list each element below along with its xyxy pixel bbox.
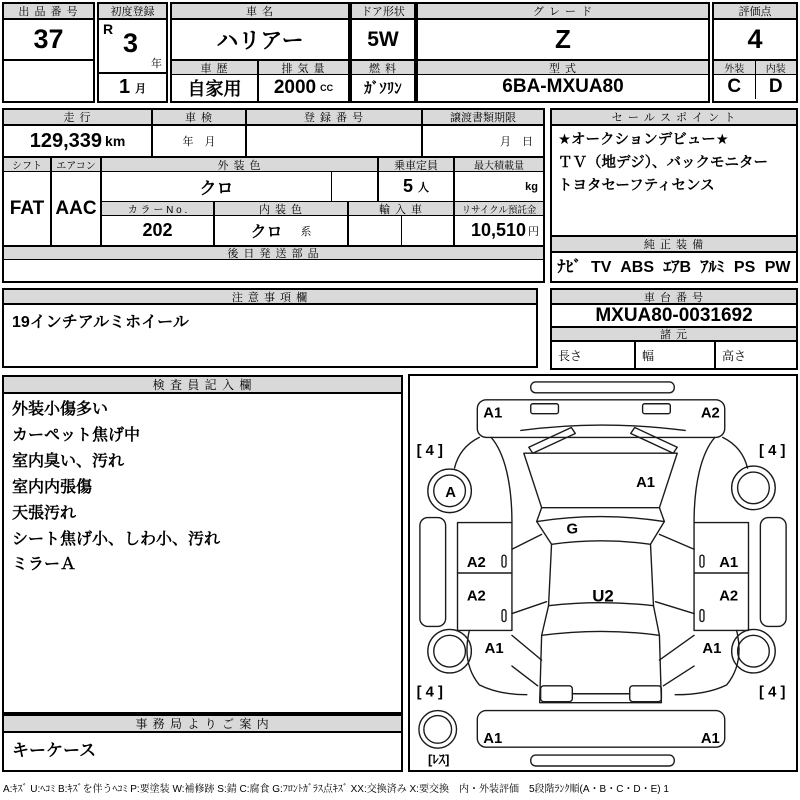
marker-left-front-door: A2 (466, 555, 486, 572)
grade-value: Z (418, 20, 708, 61)
inspector-content (4, 394, 401, 581)
caution-value: 19インチアルミホイール (12, 314, 189, 331)
office-block (2, 714, 403, 772)
max-load-value: kg (455, 172, 543, 202)
score-block (712, 2, 798, 103)
marker-right-rear-door: A2 (719, 588, 739, 605)
sales-point-label: セ ー ル ス ポ イ ン ト (552, 110, 796, 126)
lot-label: 出 品 番 号 (4, 4, 93, 20)
ext-color-label: 外 装 色 (102, 158, 379, 172)
fuel-label: 燃 料 (352, 61, 414, 75)
first-reg-label: 初度登録 (99, 4, 166, 20)
int-color-suffix: 系 (300, 225, 312, 238)
rear-window (542, 606, 660, 636)
marker-windshield: A1 (636, 474, 656, 491)
capacity-number: 5 (402, 176, 413, 196)
legend-text: A:ｷｽﾞ U:ﾍｺﾐ B:ｷｽﾞを伴うﾍｺﾐ P:要塗装 W:補修跡 S:錆 C:腐食 G:ﾌﾛﾝﾄｶﾞﾗｽ点ｷｽﾞ XX:交換済み X:要交換 内・外装評価 5段階ﾗﾝｸ順(A・B・C・D・E) 1 (3, 784, 669, 795)
rocker-right (760, 518, 786, 627)
history-value: 自家用 (187, 79, 242, 99)
left-front-door-handle (502, 555, 506, 567)
wiper-right (631, 428, 678, 454)
displacement-unit: CC (320, 83, 334, 93)
door-value: 5W (352, 20, 414, 61)
inspection-value: 年 月 (153, 126, 247, 158)
color-no-label: カ ラ ー N o . (102, 202, 215, 216)
history-col (172, 61, 259, 101)
month-unit: 月 (135, 82, 147, 95)
int-color-name: クロ (250, 224, 283, 241)
import-cell-1 (349, 216, 402, 245)
height-label: 高さ (722, 348, 747, 363)
displacement-label: 排 気 量 (259, 61, 348, 75)
marker-front-left-tire: A (445, 484, 456, 501)
year-unit: 年 (151, 58, 162, 70)
tread-depth-front-left: [ 4 ] (416, 443, 443, 460)
rear-bumper (477, 711, 724, 748)
marker-right-front-door: A1 (719, 555, 739, 572)
cowl (537, 508, 665, 522)
wiper-left (529, 428, 576, 454)
left-door-panels (458, 523, 512, 631)
specs-label: 諸 元 (552, 328, 796, 342)
marker-left-rear-door: A2 (466, 588, 486, 605)
sales-point-content (552, 126, 796, 237)
marker-left-rear-quarter: A1 (484, 641, 504, 658)
hood-edge (521, 425, 685, 430)
rear-right-tire (732, 629, 776, 673)
inspector-line: シート焦げ小、しわ小、汚れ (12, 530, 221, 548)
inspector-line: 天張汚れ (12, 504, 77, 522)
first-reg-month-cell (99, 74, 166, 101)
exterior-grade: C (714, 75, 756, 99)
reg-month: 1 (118, 76, 131, 98)
caution-block (2, 288, 538, 368)
fuel-value: ｶﾞｿﾘﾝ (364, 79, 402, 97)
reg-year: 3 (123, 28, 139, 58)
mileage-number: 129,339 (29, 129, 103, 152)
capacity-label: 乗車定員 (379, 158, 455, 172)
tail-light-left (541, 686, 573, 702)
mileage-value (4, 126, 153, 158)
left-sill-lines (512, 534, 547, 613)
score-label: 評価点 (714, 4, 796, 20)
displacement-value (259, 75, 348, 101)
car-name-block (170, 2, 350, 103)
details-table (2, 108, 545, 283)
aircon-label: エアコン (52, 158, 102, 172)
inspection-label: 車 検 (153, 110, 247, 126)
marker-spare-tire: [ﾚｽ] (427, 752, 450, 768)
recycle-amount: 10,510 (470, 220, 526, 240)
sales-point-line: ★オークションデビュー★ (558, 132, 729, 148)
aircon-value: AAC (52, 172, 102, 245)
tail-light-right (630, 686, 662, 702)
model-code-value: 6BA-MXUA80 (502, 76, 624, 97)
spare-tire (419, 711, 457, 749)
displacement-col (259, 61, 348, 101)
recycle-unit: 円 (528, 225, 539, 238)
import-cell-2 (402, 216, 455, 245)
inspector-block (2, 375, 403, 714)
int-color-label: 内 装 色 (215, 202, 349, 216)
interior-grade: D (768, 76, 783, 97)
marker-roof: U2 (592, 586, 614, 606)
chassis-number: MXUA80-0031692 (552, 305, 796, 328)
interior-label: 内装 (756, 61, 797, 75)
left-front-fender (455, 437, 512, 522)
right-rear-quarter (659, 630, 739, 694)
grade-block (416, 2, 710, 103)
left-rear-quarter (467, 630, 542, 694)
inspector-line: 外装小傷多い (12, 401, 109, 418)
chassis-label: 車 台 番 号 (552, 290, 796, 305)
door-block (350, 2, 416, 103)
rocker-left (420, 518, 446, 627)
later-parts-label: 後 日 発 送 部 品 (4, 245, 543, 260)
right-rear-door-handle (700, 610, 704, 622)
car-outline (416, 382, 786, 766)
first-registration-block (97, 2, 168, 103)
width-label: 幅 (636, 342, 716, 368)
marker-right-rear-quarter: A1 (702, 641, 722, 658)
damage-diagram-block (408, 374, 798, 772)
marker-cowl: G (566, 521, 579, 538)
history-label: 車 歴 (172, 61, 257, 75)
office-value: キーケース (12, 741, 97, 760)
displacement-number: 2000 (273, 77, 317, 98)
inspector-line: 室内内張傷 (12, 478, 93, 496)
reg-no-label: 登 録 番 号 (247, 110, 423, 126)
grille-right (643, 404, 671, 414)
recycle-value (455, 216, 543, 245)
capacity-unit: 人 (418, 181, 429, 194)
car-damage-diagram (410, 376, 796, 770)
lot-number: 37 (4, 20, 93, 61)
mileage-label: 走 行 (4, 110, 153, 126)
grade-label: グ レ ー ド (418, 4, 708, 20)
inspector-line: カーペット焦げ中 (12, 426, 141, 444)
equipment-label: 純 正 装 備 (552, 237, 796, 253)
rear-bumper-lip (531, 755, 675, 766)
transfer-label: 譲渡書類期限 (423, 110, 543, 126)
later-parts-value (4, 260, 543, 281)
marker-rear-bumper-right: A1 (700, 731, 720, 748)
recycle-label: リサイクル預託金 (455, 202, 543, 216)
ext-color-value: クロ (102, 172, 332, 202)
inspector-label: 検 査 員 記 入 欄 (4, 377, 401, 394)
front-bumper (477, 400, 724, 438)
grille-left (531, 404, 559, 414)
capacity-value (379, 172, 455, 202)
inspector-line: ミラーＡ (12, 556, 77, 574)
first-reg-year-cell (99, 20, 166, 74)
right-door-panels (694, 523, 748, 631)
shift-label: シフト (4, 158, 52, 172)
door-label: ドア形状 (352, 4, 414, 20)
marker-front-bumper-right: A2 (700, 405, 720, 422)
max-load-label: 最大積載量 (455, 158, 543, 172)
sales-point-line: ＴＶ（地デジ）、バックモニター (558, 155, 768, 172)
marker-rear-bumper-left: A1 (483, 731, 503, 748)
caution-label: 注 意 事 項 欄 (4, 290, 536, 305)
right-front-door-handle (700, 555, 704, 567)
office-label: 事 務 局 よ り ご 案 内 (4, 716, 401, 733)
shift-value: FAT (4, 172, 52, 245)
import-label: 輸 入 車 (349, 202, 455, 216)
mileage-unit: km (105, 133, 126, 149)
lot-block (2, 2, 95, 103)
tread-depth-front-right: [ 4 ] (759, 443, 786, 460)
front-right-tire (732, 466, 776, 510)
color-no-value: 202 (102, 216, 215, 245)
damage-markers (417, 406, 786, 767)
front-bumper-lip (531, 382, 675, 393)
right-sill-lines (655, 534, 694, 613)
length-label: 長さ (552, 342, 636, 368)
era-code: R (103, 21, 114, 37)
score-value: 4 (714, 20, 796, 61)
inspector-line: 室内臭い、汚れ (12, 452, 125, 470)
reg-no-value (247, 126, 423, 158)
equipment-value: ﾅﾋﾞ TV ABS ｴｱB ｱﾙﾐ PS PW (557, 258, 791, 276)
transfer-value: 月 日 (423, 126, 543, 158)
int-color-value (215, 216, 349, 245)
left-rear-door-handle (502, 610, 506, 622)
model-code-label: 型 式 (418, 61, 708, 75)
rear-left-tire (428, 629, 472, 673)
tailgate (540, 635, 662, 702)
sales-point-block (550, 108, 798, 283)
chassis-block (550, 288, 798, 370)
exterior-label: 外装 (714, 61, 756, 75)
tread-depth-rear-right: [ 4 ] (759, 684, 786, 701)
car-name-value: ハリアー (172, 20, 348, 61)
car-name-label: 車 名 (172, 4, 348, 20)
lot-empty-cell (4, 61, 93, 99)
marker-front-bumper-left: A1 (483, 405, 503, 422)
sales-point-line: トヨタセーフティセンス (558, 178, 715, 195)
tread-depth-rear-left: [ 4 ] (416, 684, 443, 701)
ext-color-extra-cell (332, 172, 379, 202)
